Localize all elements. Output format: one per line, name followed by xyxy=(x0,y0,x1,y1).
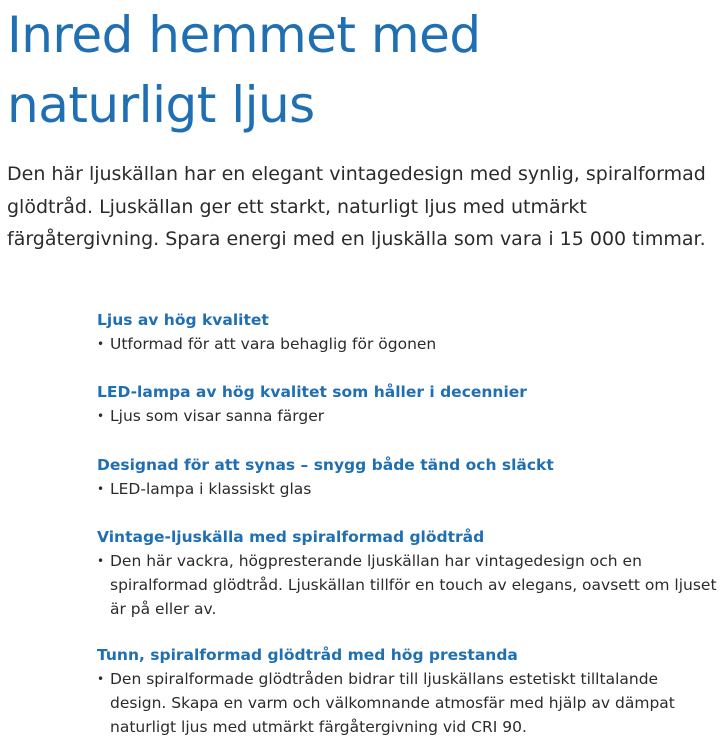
feature-bullet: • LED-lampa i klassiskt glas xyxy=(97,477,554,501)
feature-item xyxy=(97,308,436,356)
page-title-line-2: naturligt ljus xyxy=(7,76,315,134)
page-title-line-1: Inred hemmet med xyxy=(7,6,481,64)
feature-heading: Vintage-ljuskälla med spiralformad glödtråd xyxy=(97,528,485,546)
feature-bullet: • Utformad för att vara behaglig för ögonen xyxy=(97,332,436,356)
feature-heading: LED-lampa av hög kvalitet som håller i decennier xyxy=(97,383,527,401)
feature-heading: Tunn, spiralformad glödtråd med hög prestanda xyxy=(97,646,518,664)
feature-item xyxy=(97,453,554,501)
feature-heading: Ljus av hög kvalitet xyxy=(97,311,269,329)
feature-heading: Designad för att synas – snygg både tänd och släckt xyxy=(97,456,554,474)
feature-bullets xyxy=(97,404,527,428)
feature-bullet: • Den spiralformade glödtråden bidrar till ljuskällans estetiskt tilltalande design. Skapa en varm och välkomnande atmosfär med hjälp av dämpat naturligt ljus med utmärkt färgåtergivning vid CRI 90. xyxy=(97,667,717,739)
feature-bullets xyxy=(97,332,436,356)
feature-bullets xyxy=(97,549,717,621)
feature-bullet: • Ljus som visar sanna färger xyxy=(97,404,527,428)
page-title xyxy=(7,0,481,140)
feature-bullets xyxy=(97,667,717,739)
feature-item xyxy=(97,643,717,739)
feature-bullets xyxy=(97,477,554,501)
feature-bullet: • Den här vackra, högpresterande ljuskällan har vintagedesign och en spiralformad glödtråd. Ljuskällan tillför en touch av elegans, oavsett om ljuset är på eller av. xyxy=(97,549,717,621)
intro-paragraph: Den här ljuskällan har en elegant vintagedesign med synlig, spiralformad glödtråd. Ljuskällan ger ett starkt, naturligt ljus med utmärkt färgåtergivning. Spara energi med en ljuskälla som vara i 15 000 timmar. xyxy=(7,163,706,250)
feature-item xyxy=(97,380,527,428)
feature-item xyxy=(97,525,717,621)
